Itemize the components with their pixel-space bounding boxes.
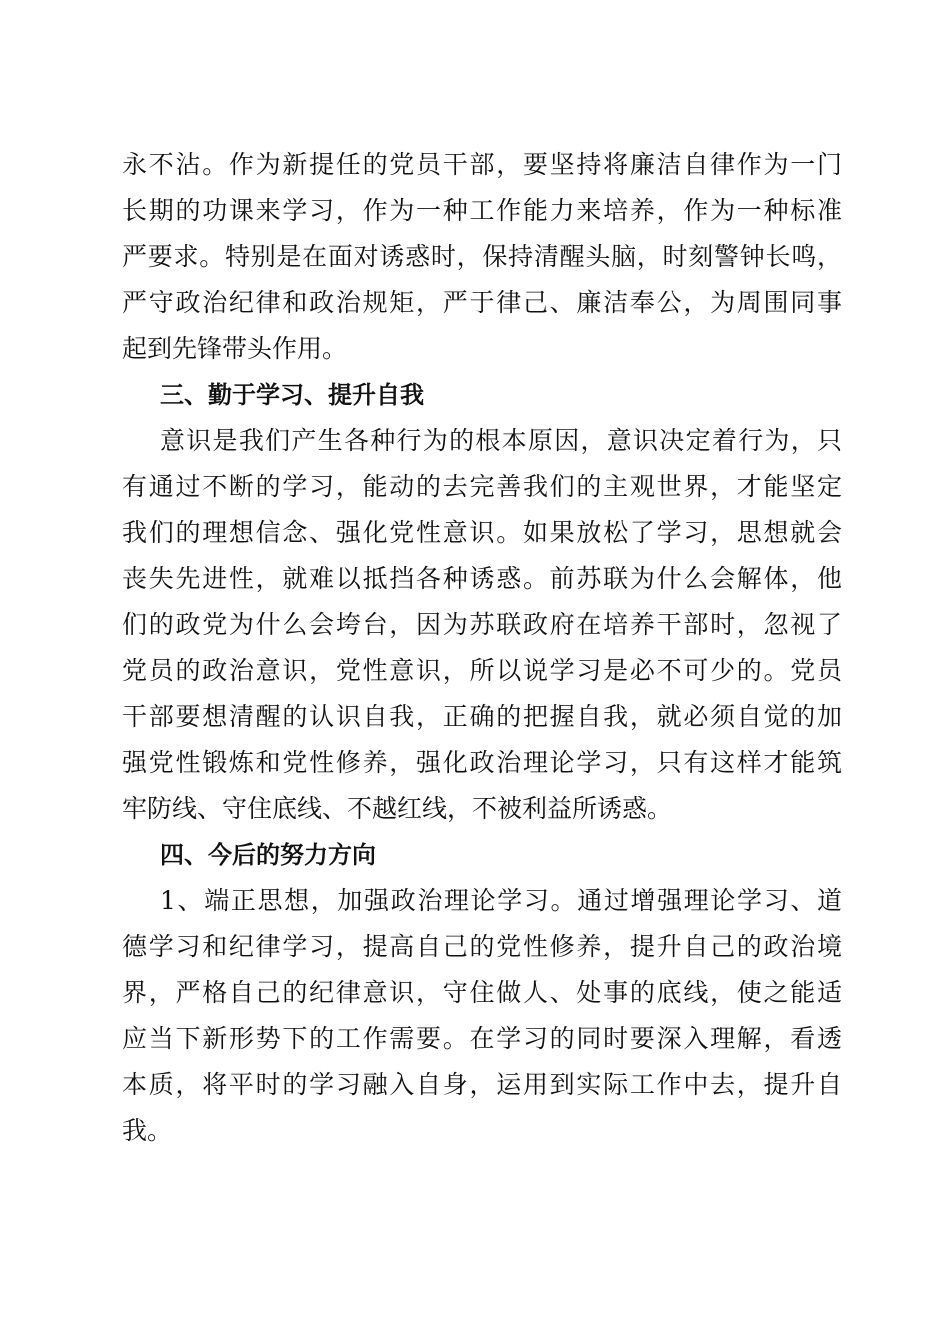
text-line: 意识是我们产生各种行为的根本原因，意识决定着行为，只 [160,426,842,455]
text-line: 我们的理想信念、强化党性意识。如果放松了学习，思想就会 [122,518,842,547]
text-line: 干部要想清醒的认识自我，正确的把握自我，就必须自觉的加 [122,702,842,731]
text-line: 德学习和纪律学习，提高自己的党性修养，提升自己的政治境 [122,932,842,961]
document-body [122,142,842,1154]
text-line: 起到先锋带头作用。 [122,334,348,363]
section-heading-4: 四、今后的努力方向 [160,841,376,869]
text-line: 1、端正思想，加强政治理论学习。通过增强理论学习、道 [160,886,842,915]
text-line: 们的政党为什么会垮台，因为苏联政府在培养干部时，忽视了 [122,610,842,639]
text-line: 党员的政治意识，党性意识，所以说学习是必不可少的。党员 [122,656,842,685]
text-line: 界，严格自己的纪律意识，守住做人、处事的底线，使之能适 [122,978,842,1007]
text-line: 永不沾。作为新提任的党员干部，要坚持将廉洁自律作为一门 [122,150,842,179]
text-line: 我。 [122,1116,173,1145]
text-line: 有通过不断的学习，能动的去完善我们的主观世界，才能坚定 [122,472,842,501]
paragraph-direction [122,878,842,1154]
text-line: 丧失先进性，就难以抵挡各种诱惑。前苏联为什么会解体，他 [122,564,842,593]
text-line: 牢防线、守住底线、不越红线，不被利益所诱惑。 [122,794,673,823]
paragraph-continuation [122,142,842,372]
text-line: 严要求。特别是在面对诱惑时，保持清醒头脑，时刻警钟长鸣， [122,242,842,271]
text-line: 严守政治纪律和政治规矩，严于律己、廉洁奉公，为周围同事 [122,288,842,317]
text-line: 强党性锻炼和党性修养，强化政治理论学习，只有这样才能筑 [122,748,842,777]
text-line: 本质，将平时的学习融入自身，运用到实际工作中去，提升自 [122,1070,842,1099]
text-line: 长期的功课来学习，作为一种工作能力来培养，作为一种标准 [122,196,842,225]
section-heading-3: 三、勤于学习、提升自我 [160,381,424,409]
text-line: 应当下新形势下的工作需要。在学习的同时要深入理解，看透 [122,1024,842,1053]
paragraph-study [122,418,842,832]
